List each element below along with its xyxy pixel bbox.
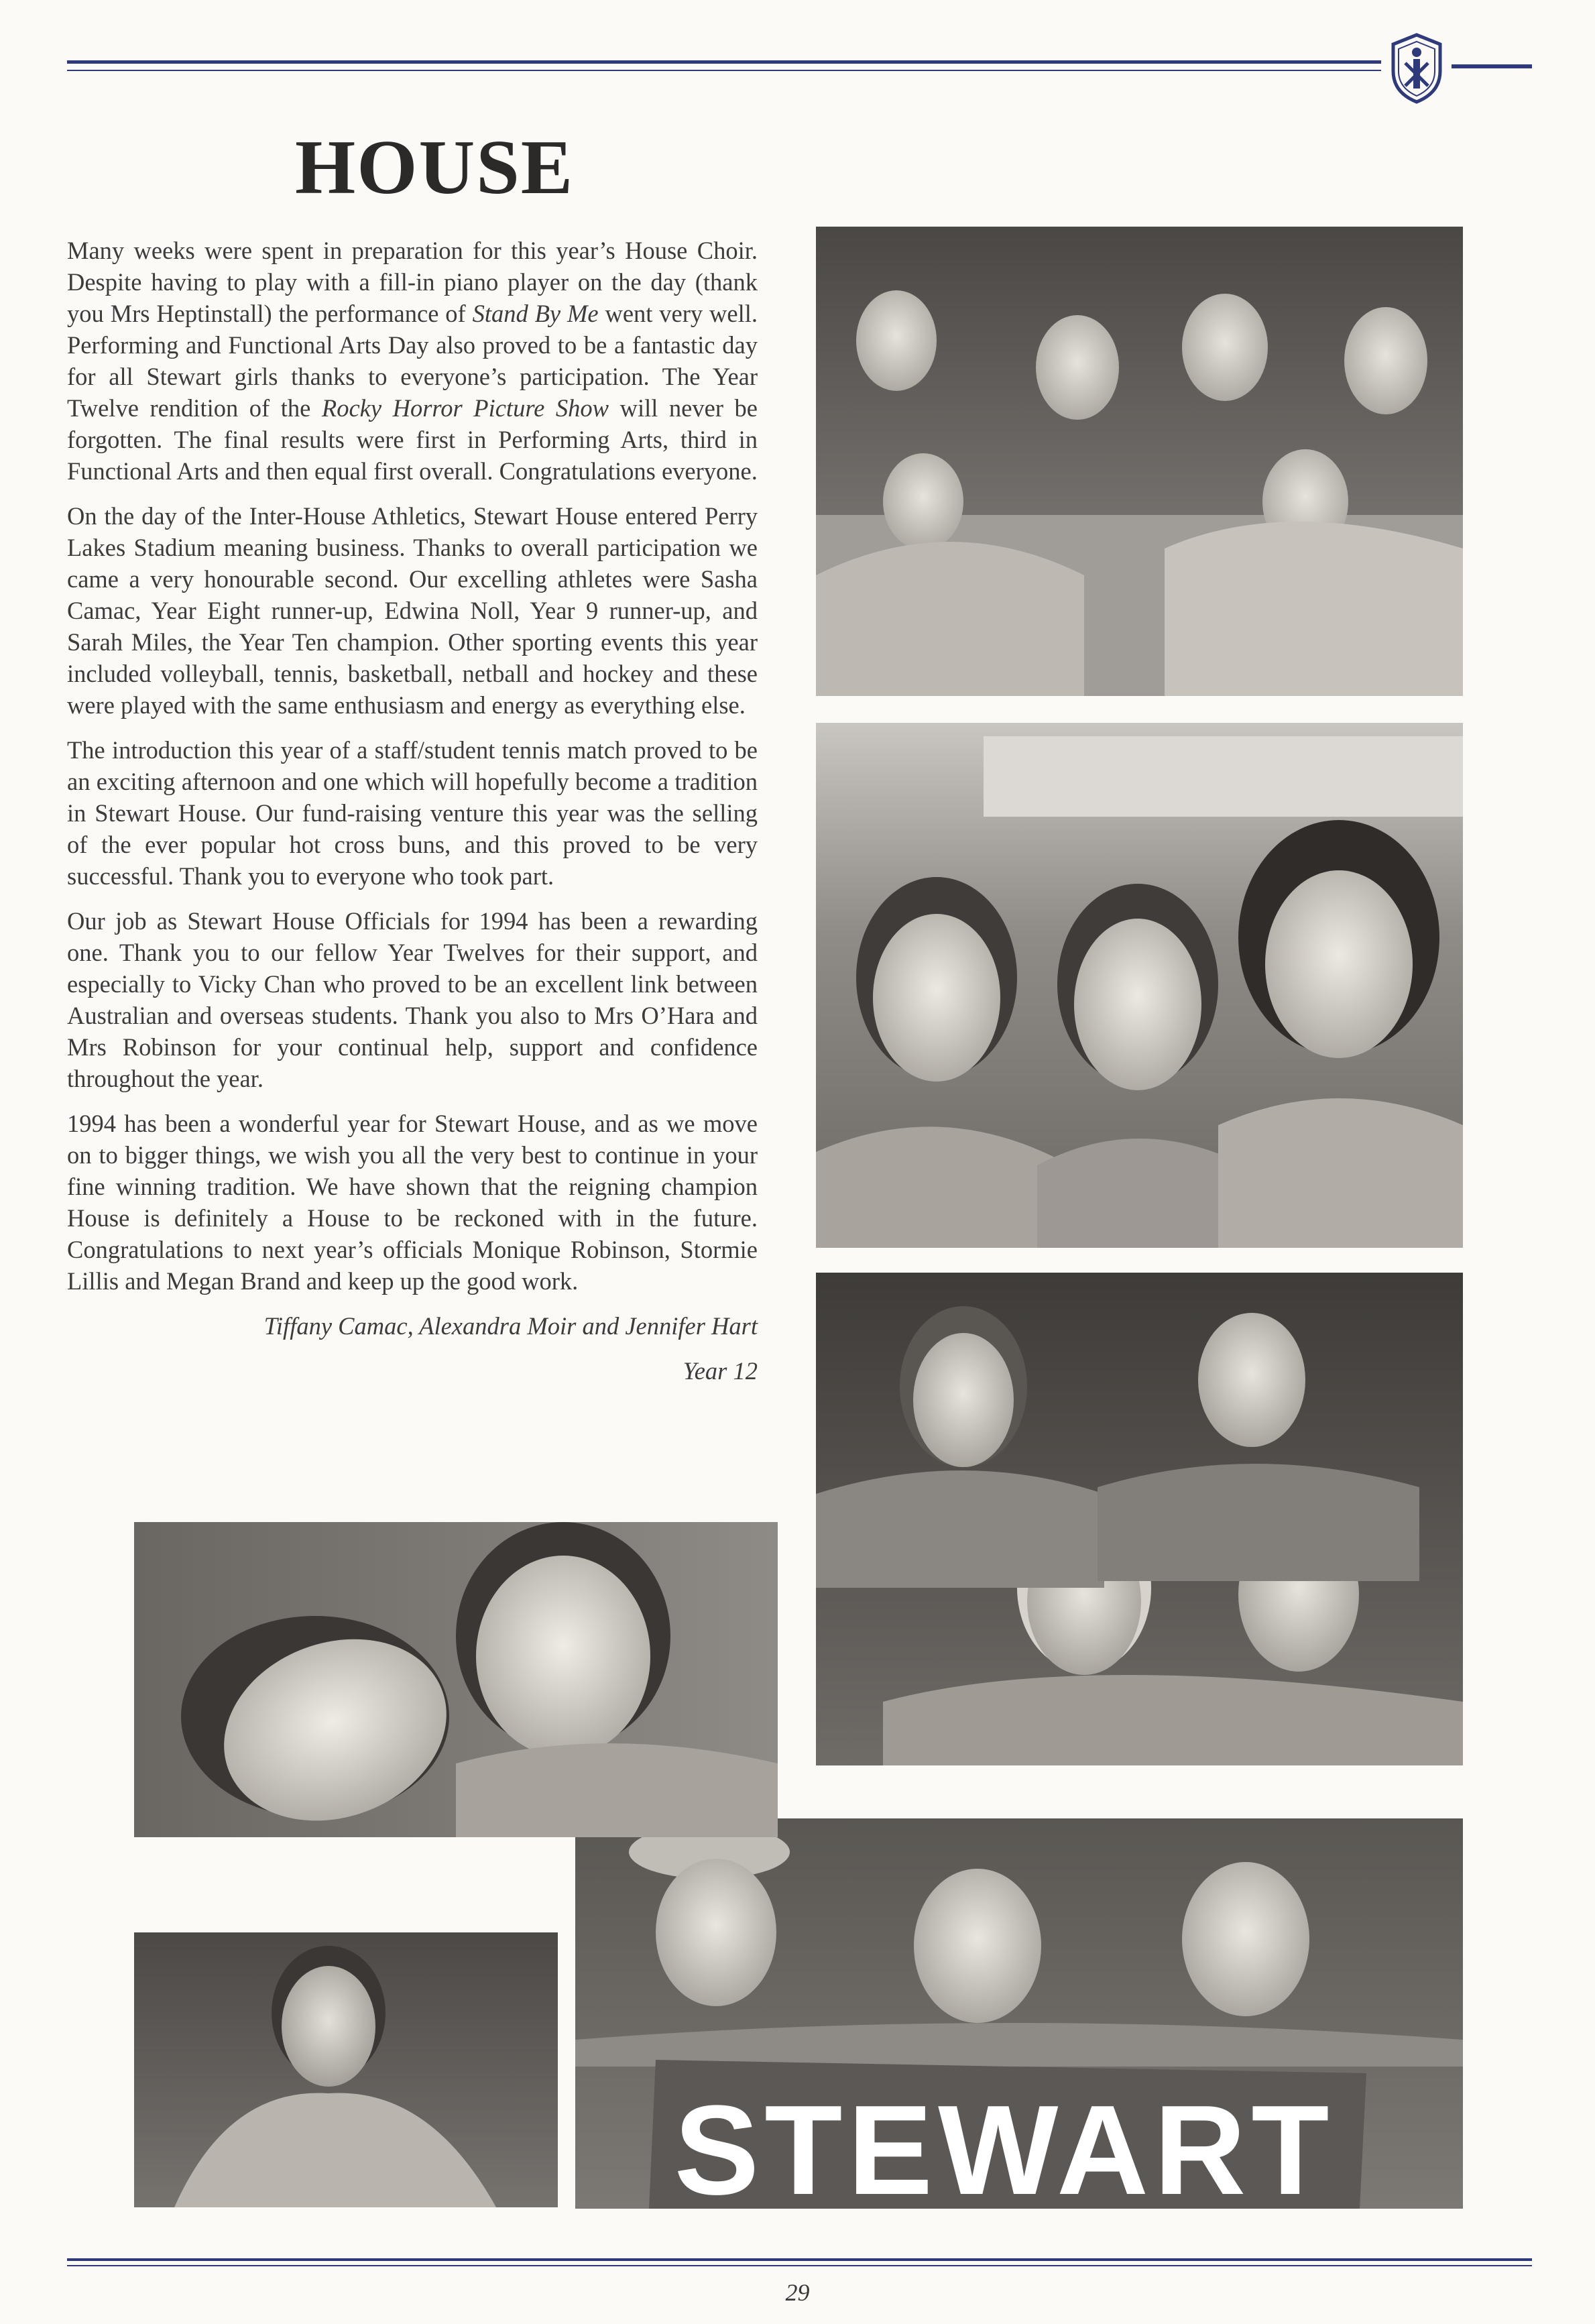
- banner-text: STEWART: [674, 2079, 1335, 2209]
- school-crest-icon: [1386, 31, 1447, 106]
- paragraph-officials: Our job as Stewart House Officials for 1994 has been a rewarding one. Thank you to our fellow Year Twelves for their support, and especially to Vicky Chan who proved to be an excellent link between Australian and overseas students. Thank you also to Mrs O’Hara and Mrs Robinson for your continual help, support and confidence throughout the year.: [67, 907, 758, 1092]
- photo-three-girls: [816, 723, 1463, 1248]
- top-rule-end: [1452, 64, 1532, 68]
- photo-two-girls: [134, 1522, 778, 1837]
- photo-group-stands: [816, 227, 1463, 696]
- bottom-rule: [67, 2258, 1532, 2266]
- paragraph-closing: 1994 has been a wonderful year for Stewart House, and as we move on to bigger things, we wish you all the very best to continue in your fine winning tradition. We have shown that the reigning champion House is definitely a House to be reckoned with in the future. Congratulations to next year’s officials Monique Robinson, Stormie Lillis and Megan Brand and keep up the good work.: [67, 1110, 758, 1295]
- photo-four-girls: [816, 1273, 1463, 1765]
- signature-year: Year 12: [683, 1357, 758, 1385]
- page-title: HOUSE: [295, 125, 575, 211]
- paragraph-tennis: The introduction this year of a staff/student tennis match proved to be an exciting afternoon and one which will hopefully become a tradition in Stewart House. Our fund-raising venture this year was the selling of the ever popular hot cross buns, and this proved to be very successful. Thank you to everyone who took part.: [67, 736, 758, 890]
- paragraph-athletics: On the day of the Inter-House Athletics, Stewart House entered Perry Lakes Stadium meaning business. Thanks to overall participation we came a very honourable second. Our excelling athletes were Sasha Camac, Year Eight runner-up, Edwina Noll, Year 9 runner-up, and Sarah Miles, the Year Ten champion. Other sporting events this year included volleyball, tennis, basketball, netball and hockey and these were played with the same enthusiasm and energy as everything else.: [67, 502, 758, 719]
- page-number: 29: [785, 2279, 810, 2306]
- paragraph-house-choir: Many weeks were spent in preparation for this year’s House Choir. Despite having to play with a fill-in piano player on the day (thank you Mrs Heptinstall) the performance of Stand By Me went very well. Performing and Functional Arts Day also proved to be a fantastic day for all Stewart girls thanks to everyone’s participation. The Year Twelve rendition of the Rocky Horror Picture Show will never be forgotten. The final results were first in Performing Arts, third in Functional Arts and then equal first overall. Congratulations everyone.: [67, 237, 758, 485]
- photo-stewart-banner: [575, 1818, 1463, 2209]
- top-rule: [67, 60, 1381, 71]
- photo-single-girl: [134, 1932, 558, 2207]
- article-body: [67, 235, 758, 1400]
- signature-names: Tiffany Camac, Alexandra Moir and Jennifer Hart: [263, 1312, 758, 1340]
